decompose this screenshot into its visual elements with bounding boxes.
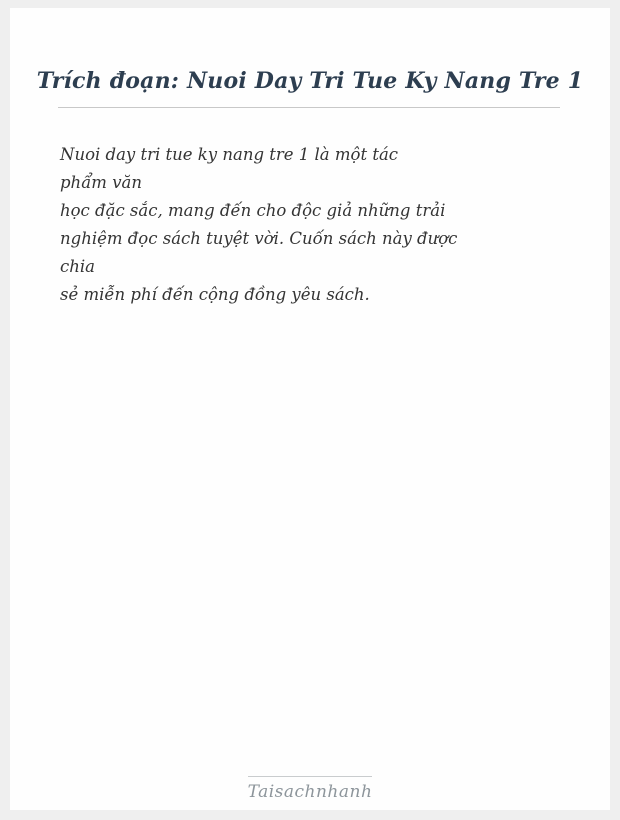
excerpt-line: phẩm văn: [60, 172, 142, 192]
excerpt-line: sẻ miễn phí đến cộng đồng yêu sách.: [60, 284, 370, 304]
excerpt-line: nghiệm đọc sách tuyệt vời. Cuốn sách này được: [60, 228, 458, 248]
excerpt-line: chia: [60, 256, 95, 276]
excerpt-line: học đặc sắc, mang đến cho độc giả những trải: [60, 200, 446, 220]
footer-brand: Taisachnhanh: [247, 782, 373, 802]
excerpt-line: Nuoi day tri tue ky nang tre 1 là một tác: [60, 144, 399, 164]
page-footer: [10, 776, 610, 802]
page-title: Trích đoạn: Nuoi Day Tri Tue Ky Nang Tre 1: [36, 68, 584, 94]
title-divider: [58, 107, 560, 108]
excerpt-paragraph: [60, 141, 550, 309]
document-page: [10, 8, 610, 810]
footer-divider: [248, 776, 372, 777]
